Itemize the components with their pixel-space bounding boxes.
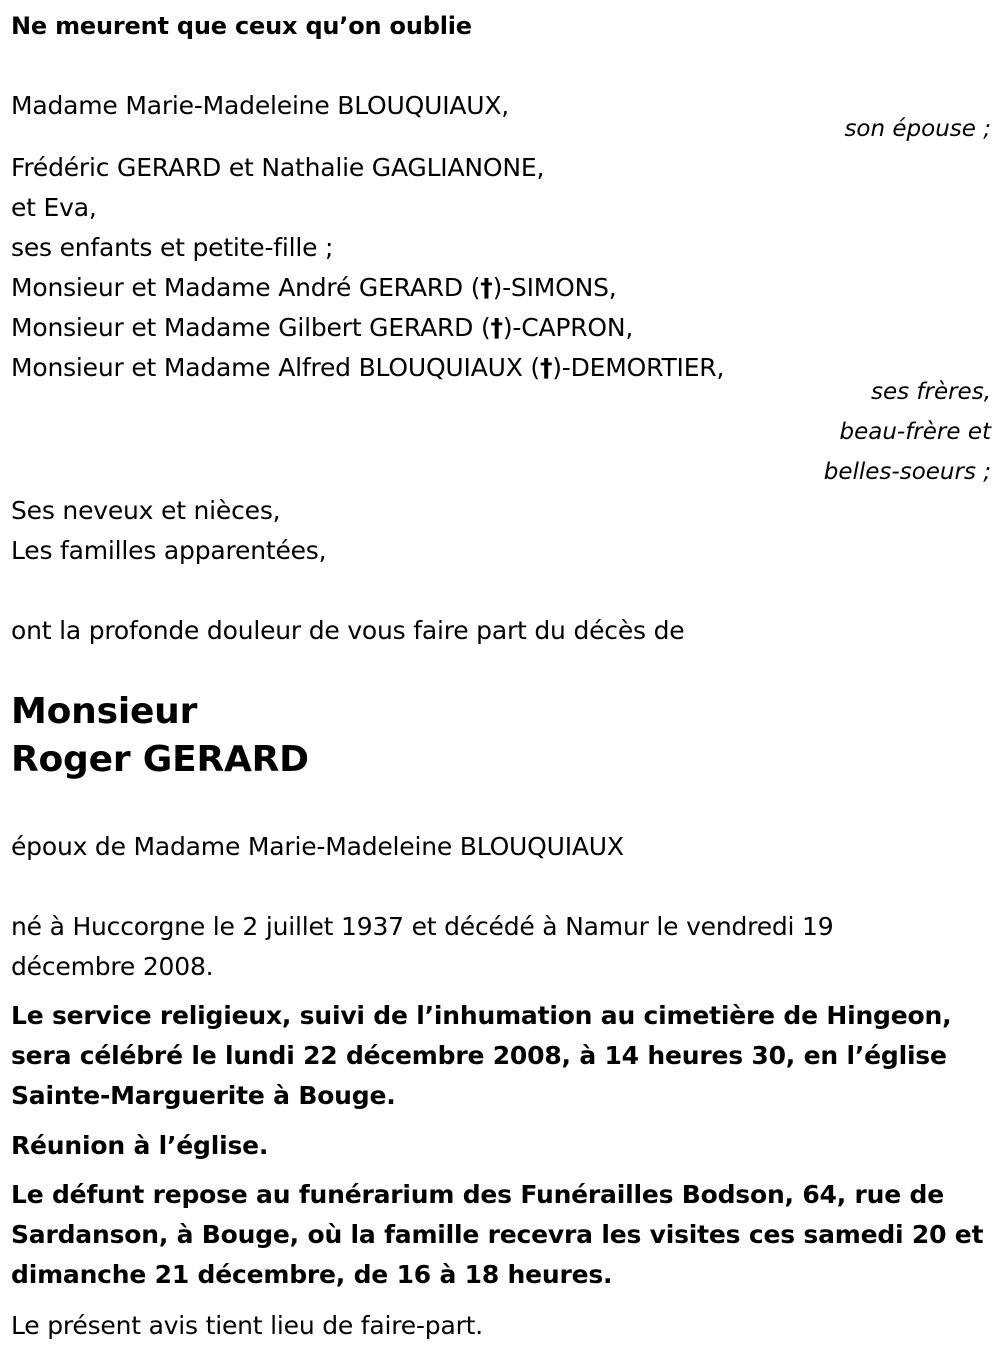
siblings-role-2: beau-frère et [839, 419, 991, 445]
birth-death-line-1: né à Huccorgne le 2 juillet 1937 et décédé à Namur le vendredi 19 [11, 912, 834, 941]
announcement: ont la profonde douleur de vous faire part du décès de [11, 616, 685, 645]
cross-icon: † [480, 273, 493, 302]
sibling-3-name: Monsieur et Madame Alfred BLOUQUIAUX ( [11, 353, 540, 382]
sibling-line-2 [11, 308, 633, 348]
service-line-3: Sainte-Marguerite à Bouge. [11, 1081, 396, 1110]
funerarium-line-1: Le défunt repose au funérarium des Funérailles Bodson, 64, rue de [11, 1180, 944, 1209]
nephews-line: Ses neveux et nièces, [11, 496, 281, 525]
funerarium-line-3: dimanche 21 décembre, de 16 à 18 heures. [11, 1260, 613, 1289]
spouse-role: son épouse ; [844, 116, 991, 142]
children-line-1: Frédéric GERARD et Nathalie GAGLIANONE, [11, 153, 545, 182]
sibling-1-name: Monsieur et Madame André GERARD ( [11, 273, 481, 302]
meeting-line: Réunion à l’église. [11, 1131, 269, 1160]
cross-icon: † [490, 313, 503, 342]
closing-line: Le présent avis tient lieu de faire-part. [11, 1311, 484, 1340]
sibling-line-1 [11, 268, 617, 308]
cross-icon: † [539, 353, 553, 382]
sibling-line-3 [11, 348, 724, 388]
sibling-1-suffix: )-SIMONS, [492, 273, 617, 302]
service-line-2: sera célébré le lundi 22 décembre 2008, à 14 heures 30, en l’église [11, 1041, 947, 1070]
spouse-name: Madame Marie-Madeleine BLOUQUIAUX, [11, 91, 510, 120]
siblings-role-3: belles-soeurs ; [823, 459, 991, 485]
relatives-line: Les familles apparentées, [11, 536, 327, 565]
spouse-of: époux de Madame Marie-Madeleine BLOUQUIAUX [11, 832, 624, 861]
sibling-3-suffix: )-DEMORTIER, [552, 353, 725, 382]
motto: Ne meurent que ceux qu’on oublie [11, 12, 472, 40]
funerarium-line-2: Sardanson, à Bouge, où la famille recevra les visites ces samedi 20 et [11, 1220, 984, 1249]
deceased-name: Roger GERARD [11, 739, 309, 780]
deceased-title: Monsieur [11, 691, 198, 732]
service-line-1: Le service religieux, suivi de l’inhumation au cimetière de Hingeon, [11, 1001, 952, 1030]
children-role: ses enfants et petite-fille ; [11, 233, 334, 262]
children-line-2: et Eva, [11, 193, 97, 222]
sibling-2-name: Monsieur et Madame Gilbert GERARD ( [11, 313, 491, 342]
birth-death-line-2: décembre 2008. [11, 952, 214, 981]
siblings-role-1: ses frères, [870, 379, 991, 405]
sibling-2-suffix: )-CAPRON, [502, 313, 634, 342]
